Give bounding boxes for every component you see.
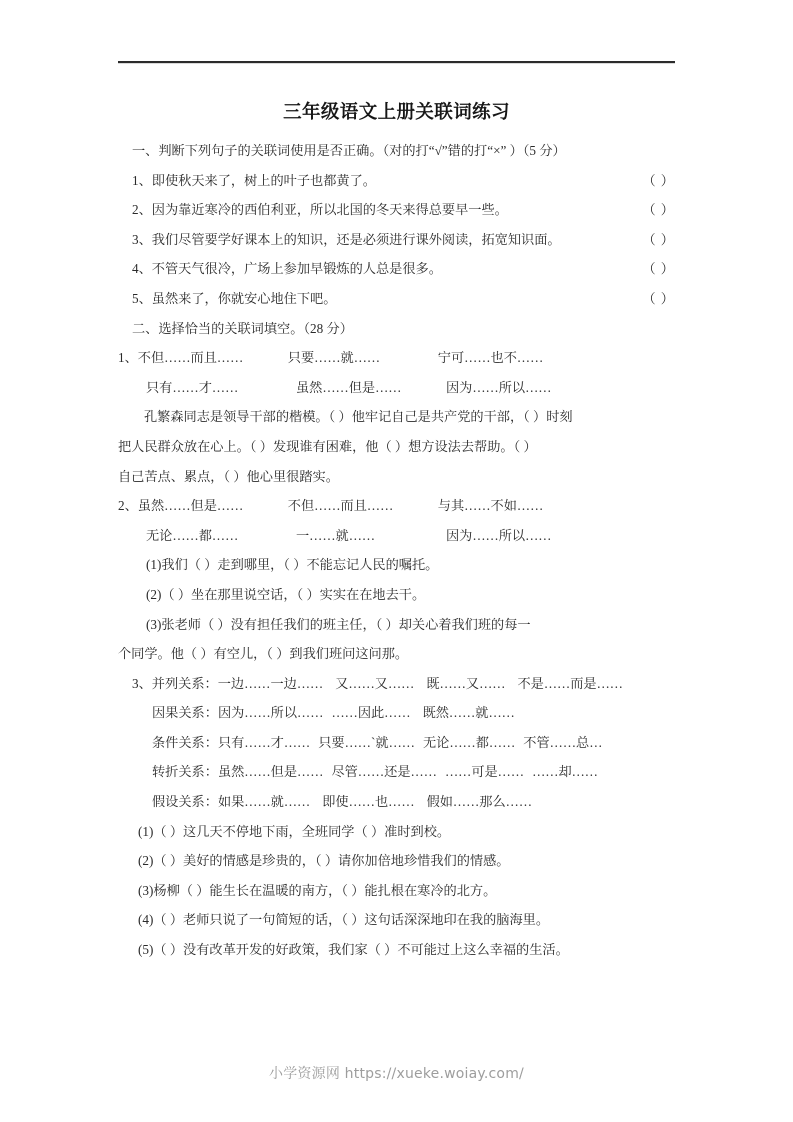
relation-item: ……却…… xyxy=(532,764,598,780)
document-body xyxy=(118,136,675,965)
sub-number: (4) xyxy=(138,912,154,928)
relation-item: 虽然……但是…… xyxy=(217,764,324,780)
relation-item: 如果……就…… xyxy=(217,794,311,810)
item-number: 4、 xyxy=(132,261,152,277)
question-2-sub-3-line-1[interactable]: (3)张老师（ ）没有担任我们的班主任，（ ）却关心着我们班的每一 xyxy=(146,616,531,632)
item-text: 即使秋天来了，树上的叶子也都黄了。 xyxy=(151,172,376,188)
relation-item: 不是……而是…… xyxy=(517,675,623,691)
section-1-heading: 一、判断下列句子的关联词使用是否正确。（对的打“√”错的打“×” ）（5 分） xyxy=(132,143,566,158)
question-2-bank-row-2 xyxy=(118,521,675,551)
bank-option: 与其……不如…… xyxy=(437,498,544,514)
item-text: 因为靠近寒冷的西伯利亚，所以北国的冬天来得总要早一些。 xyxy=(151,202,508,218)
answer-blank[interactable]: （ ） xyxy=(642,172,675,188)
item-number: 5、 xyxy=(132,290,152,306)
site-watermark: 小学资源网 https://xueke.woiay.com/ xyxy=(269,1066,524,1082)
sub-text[interactable]: 杨柳（ ）能生长在温暖的南方，（ ）能扎根在寒冷的北方。 xyxy=(153,882,497,898)
question-1-passage-line-2: 把人民群众放在心上。（ ）发现谁有困难，他（ ）想方设法去帮助。（ ） xyxy=(118,438,537,454)
bank-option: 无论……都…… xyxy=(146,527,239,543)
question-2-sub-3-line-2[interactable]: 个同学。他（ ）有空儿，（ ）到我们班问这问那。 xyxy=(118,646,409,662)
sub-text[interactable]: （ ）没有改革开发的好政策，我们家（ ）不可能过上这么幸福的生活。 xyxy=(153,942,569,958)
section-1-item-3 xyxy=(118,225,675,255)
relation-label: 条件关系： xyxy=(152,734,218,750)
sub-text[interactable]: 我们（ ）走到哪里，（ ）不能忘记人民的嘱托。 xyxy=(161,557,439,573)
question-3-relation-0 xyxy=(118,669,675,699)
section-1-item-2 xyxy=(118,195,675,225)
relation-item: ……因此…… xyxy=(331,705,411,721)
bank-option: 因为……所以…… xyxy=(446,379,552,395)
sub-number: (2) xyxy=(138,853,154,869)
sub-text[interactable]: （ ）这几天不停地下雨，全班同学（ ）准时到校。 xyxy=(153,823,451,839)
relation-item: 又……又…… xyxy=(335,675,415,691)
relation-label: 并列关系： xyxy=(151,675,218,691)
question-3-sub-4 xyxy=(118,905,675,935)
item-text: 不管天气很冷，广场上参加早锻炼的人总是很多。 xyxy=(151,261,442,277)
relation-item: 既然……就…… xyxy=(422,705,515,721)
question-2-sub-1 xyxy=(118,550,675,580)
sub-number: (2) xyxy=(146,586,162,602)
relation-item: 尽管……还是…… xyxy=(331,764,437,780)
item-text: 虽然来了，你就安心地住下吧。 xyxy=(151,290,337,306)
section-2-heading: 二、选择恰当的关联词填空。（28 分） xyxy=(132,320,353,336)
sub-text[interactable]: （ ）老师只说了一句简短的话，（ ）这句话深深地印在我的脑海里。 xyxy=(153,912,550,928)
sub-number: (1) xyxy=(146,557,162,573)
question-number: 2、 xyxy=(118,498,138,514)
question-2-bank-row-1 xyxy=(118,491,675,521)
relation-label: 因果关系： xyxy=(152,705,218,721)
question-2-sub-2 xyxy=(118,580,675,610)
answer-blank[interactable]: （ ） xyxy=(642,231,675,247)
sub-number: (5) xyxy=(138,942,154,958)
question-3-sub-2 xyxy=(118,846,675,876)
question-number: 1、 xyxy=(118,350,138,366)
bank-option: 虽然……但是…… xyxy=(296,379,402,395)
question-number: 3、 xyxy=(132,675,152,691)
answer-blank[interactable]: （ ） xyxy=(642,290,675,306)
relation-item: 只有……才…… xyxy=(217,734,311,750)
question-3-sub-5 xyxy=(118,935,675,965)
answer-blank[interactable]: （ ） xyxy=(642,261,675,277)
question-3-sub-3 xyxy=(118,876,675,906)
bank-option: 只要……就…… xyxy=(287,350,381,366)
question-3-sub-1 xyxy=(118,817,675,847)
question-3-relation-3 xyxy=(118,757,675,787)
question-1-bank-row-2 xyxy=(118,373,675,403)
question-1-passage-line-1: 孔繁森同志是领导干部的楷模。（ ）他牢记自己是共产党的干部，（ ）时刻 xyxy=(144,409,573,425)
question-1-passage-line-3: 自己苦点、累点，（ ）他心里很踏实。 xyxy=(118,468,339,484)
relation-item: 一边……一边…… xyxy=(217,675,324,691)
question-3-relation-1 xyxy=(118,698,675,728)
bank-option: 宁可……也不…… xyxy=(437,350,544,366)
question-1-bank-row-1 xyxy=(118,343,675,373)
section-1-item-1 xyxy=(118,166,675,196)
header-rule xyxy=(118,61,675,64)
bank-option: 虽然……但是…… xyxy=(137,498,244,514)
bank-option: 因为……所以…… xyxy=(446,527,552,543)
item-number: 2、 xyxy=(132,202,152,218)
relation-item: 不管……总… xyxy=(523,734,603,750)
relation-item: 无论……都…… xyxy=(422,734,516,750)
sub-number: (3) xyxy=(138,882,154,898)
section-1-item-5 xyxy=(118,284,675,314)
answer-blank[interactable]: （ ） xyxy=(642,202,675,218)
bank-option: 只有……才…… xyxy=(146,379,239,395)
bank-option: 不但……而且…… xyxy=(137,350,244,366)
bank-option: 不但……而且…… xyxy=(287,498,394,514)
sub-number: (1) xyxy=(138,823,154,839)
relation-item: 即使……也…… xyxy=(322,794,415,810)
relation-item: 因为……所以…… xyxy=(217,705,324,721)
relation-item: 既……又…… xyxy=(426,675,506,691)
question-3-relation-2 xyxy=(118,728,675,758)
relation-item: 假如……那么…… xyxy=(426,794,533,810)
relation-label: 假设关系： xyxy=(152,794,218,810)
item-number: 3、 xyxy=(132,231,152,247)
page-title: 三年级语文上册关联词练习 xyxy=(283,101,510,122)
question-3-relation-4 xyxy=(118,787,675,817)
item-number: 1、 xyxy=(132,172,152,188)
relation-label: 转折关系： xyxy=(152,764,218,780)
section-1-item-4 xyxy=(118,254,675,284)
bank-option: 一……就…… xyxy=(296,527,376,543)
sub-text[interactable]: （ ）美好的情感是珍贵的，（ ）请你加倍地珍惜我们的情感。 xyxy=(153,853,510,869)
sub-text[interactable]: （ ）坐在那里说空话，（ ）实实在在地去干。 xyxy=(161,586,426,602)
relation-item: 只要……`就…… xyxy=(318,734,415,750)
relation-item: ……可是…… xyxy=(444,764,525,780)
item-text: 我们尽管要学好课本上的知识，还是必须进行课外阅读，拓宽知识面。 xyxy=(151,231,561,247)
